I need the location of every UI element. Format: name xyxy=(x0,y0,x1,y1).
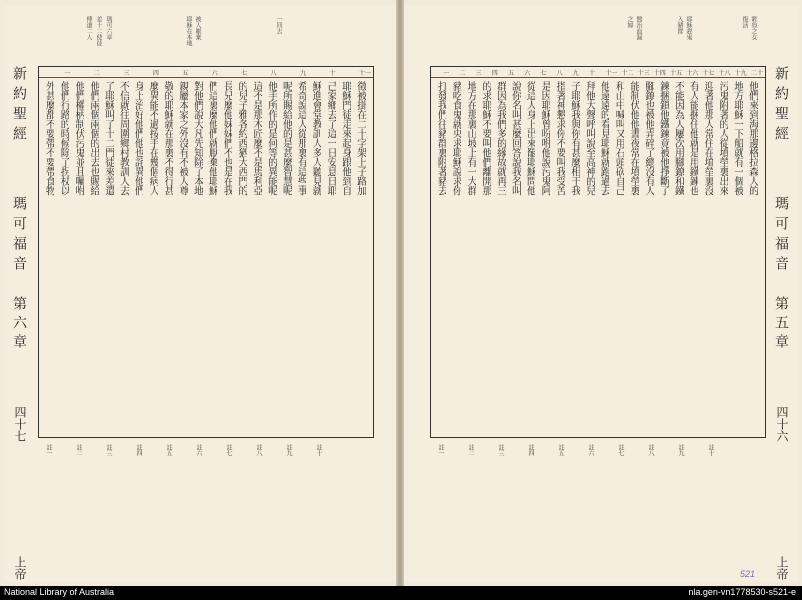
verse-number: 十一 xyxy=(605,70,618,77)
text-column: 和山中喊叫又用石頭砍自己 xyxy=(613,81,625,195)
text-column: 徵被掛在二十字架上子路加 xyxy=(354,81,366,195)
verse-number: 七 xyxy=(241,70,248,77)
right-footnote: 註九 xyxy=(677,444,684,456)
text-column: 外甚麼都不要帶不要帶食物 xyxy=(43,81,55,195)
left-top-note: 傳道二人 xyxy=(85,16,92,40)
right-top-note: 睚魯之女 xyxy=(750,16,757,40)
text-column: 身上治好他們他也詫異他們 xyxy=(132,81,144,195)
right-press-mark: 上帝 xyxy=(775,556,789,580)
verse-number: 十六 xyxy=(686,70,699,77)
right-text-frame xyxy=(430,66,766,438)
left-page xyxy=(4,6,396,582)
text-column: 穌進會堂教訓人多人聽見就 xyxy=(310,81,322,195)
right-top-note: 之婦 xyxy=(626,16,633,28)
left-top-note: 耶穌在本地 xyxy=(185,16,192,46)
text-column: 污鬼附著的人從墳塋裏出來 xyxy=(716,81,728,195)
text-column: 拜他大聲呼叫說至高神的兒 xyxy=(583,81,595,195)
text-column: 豬吃食鬼就央求耶穌說求你 xyxy=(450,81,462,195)
pencil-page-annotation: 521 xyxy=(740,569,756,579)
text-column: 們這裏麼他們就厭棄他耶穌 xyxy=(206,81,218,195)
left-footnote: 註三 xyxy=(105,444,112,456)
left-footnote: 註八 xyxy=(255,444,262,456)
verse-number: 六 xyxy=(524,70,531,77)
right-running-title: 新約聖經 xyxy=(773,66,789,146)
footer-source: National Library of Australia xyxy=(4,587,115,597)
text-column: 打發我們往豬群裏附著豬去 xyxy=(435,81,447,195)
verse-number: 七 xyxy=(540,70,547,77)
left-book-title: 瑪可福音 xyxy=(11,196,27,276)
left-footnote: 註九 xyxy=(285,444,292,456)
left-footnote: 註六 xyxy=(195,444,202,456)
text-column: 他遠遠的看見耶穌就跑過去 xyxy=(598,81,610,195)
right-top-note: 復活 xyxy=(741,16,748,28)
text-column: 他們行路的時候除了拐杖以 xyxy=(58,81,70,195)
text-column: 的求耶穌不要叫他們離開那 xyxy=(479,81,491,195)
text-column: 地方在那裏山坡上有一大群 xyxy=(465,81,477,195)
left-footnote: 註十 xyxy=(315,444,322,456)
verse-number: 二 xyxy=(459,70,466,77)
right-footnote: 註十 xyxy=(707,444,714,456)
verse-number: 八 xyxy=(556,70,563,77)
text-column: 群因為我們多的緣故就再三 xyxy=(494,81,506,195)
right-book-title: 瑪可福音 xyxy=(773,196,789,276)
left-top-note: 瑪可六章 xyxy=(105,16,112,40)
text-column: 耶穌門徒走來起身跟他到自 xyxy=(339,81,351,195)
verse-number: 六 xyxy=(211,70,218,77)
verse-number: 二十 xyxy=(751,70,764,77)
right-top-note: 醫治血漏 xyxy=(635,16,642,40)
verse-number: 四 xyxy=(152,70,159,77)
right-top-note: 耶穌趕鬼 xyxy=(685,16,692,40)
text-column: 敬的耶穌就在那裏不得行甚 xyxy=(161,81,173,195)
left-top-note: 被人厭棄 xyxy=(194,16,201,40)
left-running-title: 新約聖經 xyxy=(11,66,27,146)
right-verse-number-row xyxy=(431,67,765,78)
left-top-note: 差十二使徒 xyxy=(95,16,102,46)
text-column: 指著神懇求你不要叫我受苦 xyxy=(553,81,565,195)
verse-number: 四 xyxy=(491,70,498,77)
book-gutter xyxy=(396,0,404,586)
verse-number: 十 xyxy=(329,70,336,77)
right-footnote: 註六 xyxy=(587,444,594,456)
verse-number: 十 xyxy=(589,70,596,77)
left-footnote: 註二 xyxy=(75,444,82,456)
left-press-mark: 上帝 xyxy=(13,556,27,580)
right-page xyxy=(404,6,798,582)
right-page-number: 四十六 xyxy=(775,406,789,442)
left-page-number: 四十七 xyxy=(13,406,27,442)
verse-number: 十一 xyxy=(359,70,372,77)
text-column: 不信就往周圍鄉村教訓人去 xyxy=(117,81,129,195)
text-column: 是因耶穌曾吩咐他說污鬼阿 xyxy=(539,81,551,195)
verse-number: 五 xyxy=(508,70,515,77)
text-column: 這不是那木匠麼不是馬利亞 xyxy=(250,81,262,195)
text-column: 他們權柄制伏污鬼並且囑咐 xyxy=(73,81,85,195)
text-column: 鍊捆鎖他鐵鍊竟被他掙斷了 xyxy=(657,81,669,195)
text-column: 他們來到海那邊格拉森人的 xyxy=(746,81,758,195)
footer-identifier: nla.gen-vn1778530-s521-e xyxy=(688,587,796,597)
text-column: 己家鄉去了這一日安息日耶 xyxy=(324,81,336,195)
text-column: 不能因為人屢次用腳鐐和鐵 xyxy=(672,81,684,195)
verse-number: 三 xyxy=(475,70,482,77)
text-column: 地方耶穌一下船就有一個被 xyxy=(731,81,743,195)
text-column: 說你名叫甚麼回答說我名叫 xyxy=(509,81,521,195)
text-column: 希奇說這人從那裏有這些事 xyxy=(295,81,307,195)
right-chapter-heading: 第五章 xyxy=(773,296,789,353)
right-footnote: 註一 xyxy=(437,444,444,456)
right-footnote: 註四 xyxy=(527,444,534,456)
right-footnote: 註八 xyxy=(647,444,654,456)
text-column: 了耶穌叫了十二門徒來差遣 xyxy=(102,81,114,195)
verse-number: 十九 xyxy=(734,70,747,77)
text-column: 他手所作的是何等的異能呢 xyxy=(265,81,277,195)
verse-number: 五 xyxy=(182,70,189,77)
right-footnote: 註二 xyxy=(467,444,474,456)
verse-number: 十三 xyxy=(637,70,650,77)
verse-number: 十八 xyxy=(718,70,731,77)
left-footnote: 註七 xyxy=(225,444,232,456)
text-column: 呢所賜給他的是甚麼智慧呢 xyxy=(280,81,292,195)
right-footnote: 註三 xyxy=(497,444,504,456)
right-footnote: 註五 xyxy=(557,444,564,456)
left-footnote: 註五 xyxy=(165,444,172,456)
left-footnote: 註一 xyxy=(45,444,52,456)
text-column: 長兄麼他妹妹們不也是在我 xyxy=(221,81,233,195)
left-verse-number-row xyxy=(39,67,373,78)
footer-bar xyxy=(0,586,802,600)
text-column: 迎著他那人常住在墳塋裏沒 xyxy=(702,81,714,195)
verse-number: 八 xyxy=(270,70,277,77)
text-column: 子耶穌我與你有甚麼相干我 xyxy=(568,81,580,195)
text-column: 他們兩個兩個的出去也賜給 xyxy=(87,81,99,195)
text-column: 親屬本家之外沒有不被人尊 xyxy=(176,81,188,195)
verse-number: 十五 xyxy=(670,70,683,77)
text-column: 腳鐐也被他弄碎了總沒有人 xyxy=(642,81,654,195)
verse-number: 九 xyxy=(300,70,307,77)
right-footnote: 註七 xyxy=(617,444,624,456)
verse-number: 一 xyxy=(64,70,71,77)
verse-number: 十七 xyxy=(702,70,715,77)
text-column: 有人能捆住他就是用鐵鍊也 xyxy=(687,81,699,195)
text-column: 的兒子雅各約西猶大西門的 xyxy=(236,81,248,195)
verse-number: 十四 xyxy=(653,70,666,77)
verse-number: 二 xyxy=(93,70,100,77)
text-column: 從這人身上出來罷耶穌問他 xyxy=(524,81,536,195)
text-column: 能制伏他他晝夜常在墳塋裏 xyxy=(628,81,640,195)
verse-number: 九 xyxy=(572,70,579,77)
text-column: 對他們說大凡先知除了本地 xyxy=(191,81,203,195)
text-column: 麼異能不過按手在幾個病人 xyxy=(147,81,159,195)
left-footnote: 註四 xyxy=(135,444,142,456)
verse-number: 三 xyxy=(123,70,130,77)
verse-number: 一 xyxy=(443,70,450,77)
left-chapter-heading: 第六章 xyxy=(11,296,27,353)
right-top-note: 入豬群 xyxy=(676,16,683,34)
left-top-note: 一同去 xyxy=(275,16,282,34)
left-text-frame xyxy=(38,66,374,438)
verse-number: 十二 xyxy=(621,70,634,77)
